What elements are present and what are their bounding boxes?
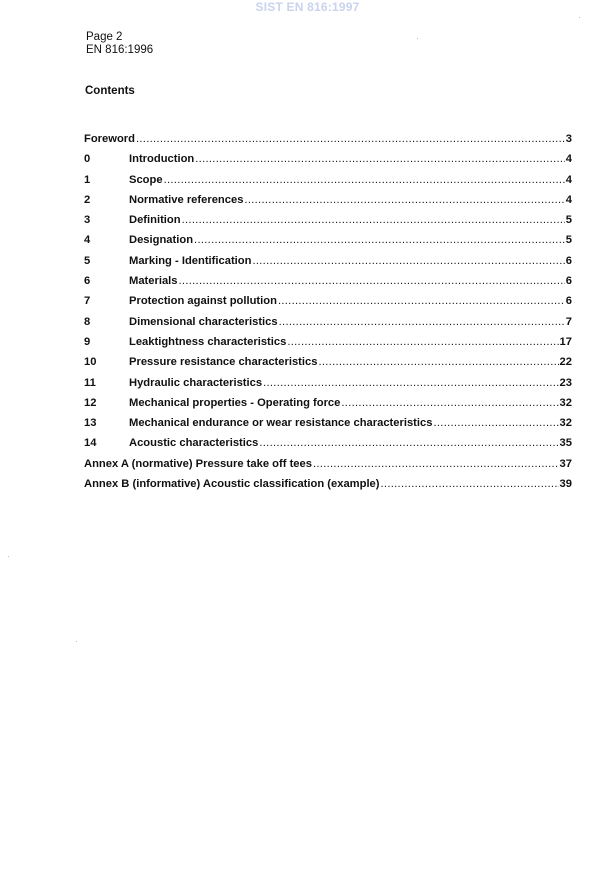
toc-entry-12[interactable] [84,397,572,417]
toc-entry-number: 14 [84,437,97,450]
toc-entry-foreword[interactable] [84,133,572,153]
toc-entry-title: Foreword [84,133,135,145]
toc-entry-number: 0 [84,153,91,166]
toc-entry-10[interactable] [84,356,572,376]
toc-entry-11[interactable] [84,377,572,397]
toc-entry-6[interactable] [84,275,572,295]
contents-heading: Contents [85,85,135,97]
toc-entry-4[interactable] [84,234,572,254]
toc-entry-number: 2 [84,193,91,206]
page-number: Page 2 [86,31,123,43]
toc-entry-number: 7 [84,295,91,308]
toc-entry-page: 5 [565,214,572,227]
toc-entry-title: Normative references [129,193,244,206]
toc-entry-number: 12 [84,396,97,409]
toc-entry-9[interactable] [84,336,572,356]
toc-entry-1[interactable] [84,174,572,194]
toc-leader-dots [136,133,565,145]
toc-entry-page: 3 [565,133,572,145]
toc-entry-number: 3 [84,214,91,227]
toc-entry-annex-b[interactable] [84,478,572,498]
toc-entry-page: 6 [565,254,572,267]
toc-entry-page: 32 [559,417,572,430]
toc-entry-page: 4 [565,153,572,166]
toc-leader-dots [287,336,558,348]
toc-entry-number: 1 [84,173,91,186]
toc-leader-dots [313,458,559,470]
toc-leader-dots [194,234,565,246]
toc-entry-page: 32 [559,396,572,409]
toc-entry-13[interactable] [84,417,572,437]
toc-entry-title: Designation [129,234,194,247]
toc-entry-3[interactable] [84,214,572,234]
toc-entry-title: Introduction [129,153,195,166]
table-of-contents [84,133,572,498]
toc-entry-page: 5 [565,234,572,247]
toc-entry-number: 6 [84,275,91,288]
toc-entry-number: 10 [84,356,97,369]
toc-entry-title: Dimensional characteristics [129,315,278,328]
toc-entry-annex-a[interactable] [84,458,572,478]
toc-leader-dots [341,397,558,409]
toc-entry-page: 6 [565,275,572,288]
toc-entry-page: 35 [559,437,572,450]
toc-leader-dots [381,478,559,490]
page-header [86,31,153,57]
scan-speck [417,38,418,39]
scan-speck [76,641,77,642]
toc-entry-title: Definition [129,214,181,227]
toc-leader-dots [182,214,565,226]
toc-entry-page: 17 [559,335,572,348]
toc-entry-title: Mechanical properties - Operating force [129,396,341,409]
toc-entry-14[interactable] [84,437,572,457]
toc-leader-dots [244,194,564,206]
toc-entry-page: 23 [559,376,572,389]
toc-entry-number: 4 [84,234,91,247]
toc-leader-dots [278,295,565,307]
toc-leader-dots [164,174,565,186]
toc-entry-title: Annex B (informative) Acoustic classification (example) [84,478,380,491]
toc-entry-5[interactable] [84,255,572,275]
toc-entry-page: 37 [559,457,572,470]
toc-entry-title: Acoustic characteristics [129,437,259,450]
toc-entry-title: Scope [129,173,163,186]
toc-entry-page: 4 [565,193,572,206]
toc-entry-title: Materials [129,275,178,288]
toc-entry-title: Leaktightness characteristics [129,335,287,348]
toc-entry-number: 13 [84,417,97,430]
toc-entry-title: Pressure resistance characteristics [129,356,318,369]
toc-leader-dots [433,417,558,429]
toc-leader-dots [179,275,565,287]
toc-entry-page: 39 [559,478,572,491]
toc-entry-number: 11 [84,376,96,389]
toc-entry-page: 7 [565,315,572,328]
toc-leader-dots [195,153,565,165]
toc-leader-dots [263,377,558,389]
toc-entry-title: Annex A (normative) Pressure take off tees [84,457,312,470]
toc-entry-number: 9 [84,335,91,348]
toc-entry-2[interactable] [84,194,572,214]
toc-entry-number: 8 [84,315,91,328]
toc-entry-page: 6 [565,295,572,308]
toc-leader-dots [279,316,565,328]
toc-entry-title: Marking - Identification [129,254,252,267]
toc-entry-title: Hydraulic characteristics [129,376,263,389]
toc-entry-title: Protection against pollution [129,295,277,308]
toc-entry-0[interactable] [84,153,572,173]
toc-leader-dots [259,437,558,449]
toc-leader-dots [252,255,564,267]
toc-entry-title: Mechanical endurance or wear resistance characteristics [129,417,433,430]
scan-speck [8,556,9,557]
toc-entry-page: 4 [565,173,572,186]
document-watermark: SIST EN 816:1997 [255,0,360,14]
scan-speck [579,17,580,18]
toc-entry-8[interactable] [84,316,572,336]
toc-entry-page: 22 [559,356,572,369]
standard-id: EN 816:1996 [86,44,154,56]
toc-entry-7[interactable] [84,295,572,315]
toc-entry-number: 5 [84,254,91,267]
toc-leader-dots [318,356,558,368]
